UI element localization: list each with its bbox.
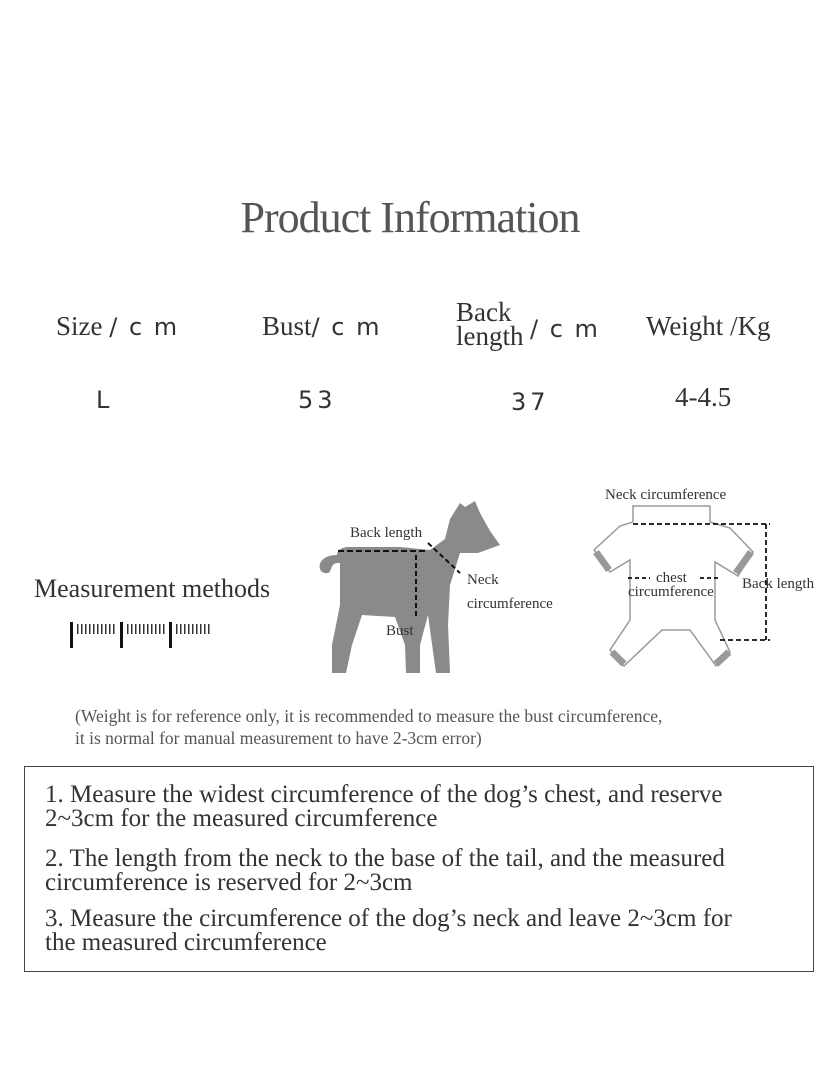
note-line-2: it is normal for manual measurement to have 2-3cm error)	[75, 728, 482, 748]
step-1-line-1: 1. Measure the widest circumference of the dog’s chest, and reserve	[45, 781, 723, 808]
header-back-unit: / c m	[530, 315, 600, 343]
note-line-1: (Weight is for reference only, it is recommended to measure the bust circumference,	[75, 706, 663, 726]
step-1	[45, 783, 723, 831]
garment-label-neck-circumference: Neck circumference	[605, 487, 727, 503]
header-size-label: Size	[56, 311, 103, 341]
step-2-line-1: 2. The length from the neck to the base of the tail, and the measured	[45, 845, 725, 872]
dog-label-neck: Neck	[467, 572, 499, 588]
header-back-length-unit	[530, 313, 600, 344]
instructions-box	[24, 766, 814, 972]
step-3-line-1: 3. Measure the circumference of the dog’s neck and leave 2~3cm for	[45, 905, 732, 932]
page-title: Product Information	[240, 193, 580, 242]
value-bust: 53	[298, 386, 337, 414]
step-2	[45, 847, 725, 895]
dog-diagram	[310, 495, 580, 685]
header-back-label-bottom: length	[456, 321, 524, 351]
garment-diagram	[590, 480, 815, 680]
header-back-length	[456, 297, 524, 351]
value-weight: 4-4.5	[675, 382, 732, 412]
header-weight-label: Weight /	[646, 311, 738, 341]
garment-label-back-length: Back length	[742, 576, 815, 592]
step-2-line-2: circumference is reserved for 2~3cm	[45, 869, 413, 896]
header-back-label-top: Back	[456, 297, 512, 327]
weight-note	[75, 705, 795, 749]
header-weight	[646, 311, 771, 342]
step-3-line-2: the measured circumference	[45, 929, 327, 956]
step-1-line-2: 2~3cm for the measured circumference	[45, 805, 438, 832]
value-size: L	[96, 386, 114, 414]
value-back-length: 37	[511, 388, 550, 416]
garment-label-chest: chest	[656, 570, 687, 586]
header-bust-label: Bust	[262, 311, 312, 341]
garment-label-circumference: circumference	[628, 584, 714, 600]
header-bust-unit: / c m	[311, 313, 382, 341]
dog-label-bust: Bust	[386, 623, 414, 639]
step-3	[45, 907, 732, 955]
header-weight-unit: Kg	[737, 311, 771, 341]
dog-label-back-length: Back length	[350, 525, 423, 541]
dog-label-circumference: circumference	[467, 596, 553, 612]
header-size-unit: / c m	[109, 313, 180, 341]
ruler-icon	[68, 618, 218, 652]
header-size	[56, 311, 179, 342]
measurement-methods-label: Measurement methods	[34, 574, 271, 603]
header-bust	[262, 311, 381, 342]
